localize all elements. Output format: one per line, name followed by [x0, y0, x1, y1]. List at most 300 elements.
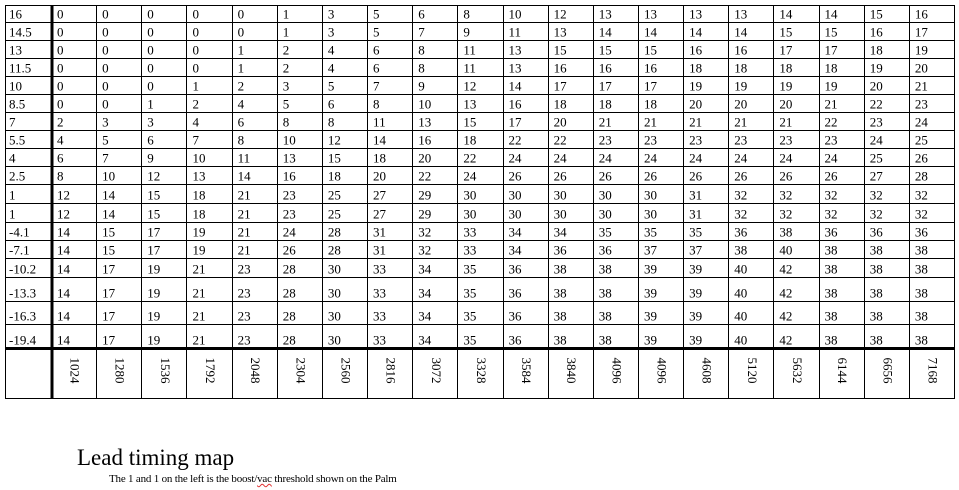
rpm-header: 6656 [880, 357, 896, 384]
timing-cell: 20 [734, 96, 748, 112]
timing-cell: 11 [463, 60, 476, 76]
timing-cell: 0 [57, 78, 64, 94]
timing-cell: 38 [914, 308, 928, 324]
timing-cell: 39 [643, 285, 657, 301]
timing-cell: 15 [102, 224, 116, 240]
timing-cell: 39 [689, 261, 703, 277]
timing-cell: 2 [192, 96, 199, 112]
timing-cell: 24 [779, 150, 793, 166]
timing-cell: 36 [508, 332, 522, 348]
timing-cell: 38 [598, 332, 612, 348]
timing-cell: 33 [463, 224, 477, 240]
timing-cell: 38 [869, 308, 883, 324]
timing-cell: 3 [282, 78, 290, 94]
timing-cell: 38 [869, 242, 883, 258]
timing-cell: 7 [418, 24, 425, 40]
timing-cell: 23 [598, 132, 612, 148]
timing-cell: 24 [553, 150, 567, 166]
rpm-header: 2816 [383, 357, 399, 384]
timing-cell: 30 [553, 187, 567, 203]
timing-cell: 26 [643, 168, 657, 184]
timing-cell: 0 [147, 24, 154, 40]
timing-cell: 38 [824, 261, 838, 277]
timing-cell: 22 [418, 168, 432, 184]
timing-cell: 2 [237, 78, 245, 94]
timing-cell: 38 [553, 332, 567, 348]
timing-cell: 35 [463, 332, 477, 348]
timing-cell: 15 [824, 24, 838, 40]
timing-cell: 28 [327, 242, 341, 258]
timing-cell: 0 [102, 24, 109, 40]
timing-cell: 13 [418, 114, 432, 130]
timing-cell: 13 [508, 42, 522, 58]
timing-cell: 38 [598, 285, 612, 301]
timing-cell: 21 [237, 242, 251, 258]
timing-cell: 4 [192, 114, 199, 130]
row-header-load: 16 [9, 6, 22, 22]
timing-cell: 12 [147, 168, 161, 184]
rpm-header: 4096 [654, 357, 670, 384]
rpm-header: 1024 [67, 357, 83, 384]
row-header-load: 1 [9, 187, 16, 203]
timing-cell: 42 [779, 261, 793, 277]
timing-cell: 38 [553, 285, 567, 301]
timing-cell: 17 [643, 78, 657, 94]
timing-cell: 13 [734, 6, 748, 22]
timing-cell: 38 [824, 242, 838, 258]
rpm-header: 3840 [564, 357, 580, 384]
timing-cell: 16 [869, 24, 883, 40]
timing-cell: 14 [689, 24, 703, 40]
rpm-header: 6144 [835, 357, 851, 384]
timing-cell: 28 [914, 168, 928, 184]
timing-cell: 14 [102, 206, 116, 222]
timing-cell: 25 [327, 187, 341, 203]
timing-cell: 34 [508, 224, 522, 240]
timing-cell: 30 [643, 206, 657, 222]
timing-cell: 4 [327, 42, 335, 58]
timing-cell: 30 [327, 332, 341, 348]
timing-cell: 21 [598, 114, 612, 130]
timing-cell: 26 [914, 150, 928, 166]
timing-cell: 19 [734, 78, 748, 94]
timing-cell: 4 [57, 132, 64, 148]
timing-cell: 13 [463, 96, 477, 112]
timing-cell: 18 [463, 132, 477, 148]
timing-cell: 15 [147, 187, 161, 203]
timing-cell: 5 [373, 6, 380, 22]
timing-cell: 36 [553, 242, 567, 258]
timing-cell: 6 [418, 6, 425, 22]
timing-cell: 0 [57, 96, 64, 112]
timing-cell: 17 [147, 242, 161, 258]
timing-cell: 13 [643, 6, 657, 22]
timing-cell: 33 [373, 332, 387, 348]
timing-cell: 0 [57, 24, 64, 40]
timing-cell: 9 [147, 150, 154, 166]
timing-cell: 40 [734, 261, 748, 277]
timing-cell: 13 [553, 24, 567, 40]
timing-cell: 20 [914, 60, 928, 76]
timing-cell: 24 [282, 224, 296, 240]
timing-cell: 19 [914, 42, 928, 58]
timing-cell: 1 [282, 24, 290, 40]
timing-cell: 1 [282, 6, 290, 22]
timing-cell: 24 [598, 150, 612, 166]
timing-cell: 39 [643, 261, 657, 277]
rpm-header: 2304 [293, 357, 309, 384]
timing-cell: 10 [192, 150, 206, 166]
timing-cell: 18 [869, 42, 883, 58]
timing-cell: 30 [463, 206, 477, 222]
timing-cell: 26 [689, 168, 703, 184]
timing-cell: 18 [689, 60, 703, 76]
timing-cell: 42 [779, 308, 793, 324]
timing-cell: 17 [102, 285, 116, 301]
timing-cell: 23 [914, 96, 928, 112]
timing-cell: 23 [643, 132, 657, 148]
rpm-header: 1792 [203, 357, 219, 384]
timing-cell: 23 [869, 114, 883, 130]
timing-cell: 39 [689, 332, 703, 348]
timing-cell: 36 [734, 224, 748, 240]
timing-cell: 11 [463, 42, 476, 58]
timing-cell: 22 [553, 132, 567, 148]
timing-cell: 38 [734, 242, 748, 258]
timing-cell: 38 [824, 308, 838, 324]
timing-cell: 23 [237, 332, 251, 348]
timing-cell: 32 [824, 187, 838, 203]
rpm-header: 4096 [609, 357, 625, 384]
rpm-header: 3072 [428, 357, 444, 384]
timing-cell: 22 [824, 114, 838, 130]
timing-cell: 39 [689, 285, 703, 301]
timing-cell: 26 [779, 168, 793, 184]
timing-cell: 31 [689, 187, 703, 203]
timing-cell: 30 [327, 308, 341, 324]
timing-cell: 23 [237, 308, 251, 324]
timing-cell: 28 [282, 261, 296, 277]
timing-cell: 19 [147, 332, 161, 348]
timing-cell: 8 [57, 168, 64, 184]
timing-cell: 24 [643, 150, 657, 166]
timing-cell: 16 [282, 168, 296, 184]
timing-cell: 14 [57, 261, 70, 277]
timing-cell: 33 [463, 242, 477, 258]
timing-cell: 25 [914, 132, 928, 148]
timing-cell: 17 [102, 261, 116, 277]
timing-cell: 0 [102, 60, 109, 76]
timing-cell: 14 [57, 308, 70, 324]
timing-cell: 21 [237, 224, 251, 240]
timing-cell: 39 [643, 308, 657, 324]
timing-cell: 37 [643, 242, 657, 258]
timing-cell: 38 [553, 261, 567, 277]
timing-cell: 19 [147, 285, 161, 301]
timing-cell: 32 [418, 242, 432, 258]
timing-cell: 34 [418, 285, 432, 301]
timing-cell: 19 [689, 78, 703, 94]
timing-cell: 38 [914, 332, 928, 348]
timing-cell: 38 [779, 224, 793, 240]
rpm-header: 5120 [744, 357, 760, 384]
timing-cell: 22 [463, 150, 477, 166]
timing-cell: 15 [553, 42, 567, 58]
timing-cell: 0 [237, 6, 245, 22]
timing-cell: 15 [643, 42, 657, 58]
timing-cell: 0 [237, 24, 245, 40]
lead-timing-table [5, 5, 955, 407]
timing-cell: 38 [869, 261, 883, 277]
timing-cell: 10 [102, 168, 116, 184]
timing-cell: 20 [418, 150, 432, 166]
timing-cell: 8 [237, 132, 245, 148]
timing-cell: 34 [508, 242, 522, 258]
timing-cell: 18 [327, 168, 341, 184]
timing-cell: 23 [734, 132, 748, 148]
timing-cell: 5 [327, 78, 335, 94]
timing-cell: 17 [508, 114, 522, 130]
timing-cell: 38 [824, 332, 838, 348]
timing-cell: 5 [282, 96, 290, 112]
timing-cell: 0 [192, 42, 199, 58]
timing-cell: 15 [102, 242, 116, 258]
timing-cell: 4 [327, 60, 335, 76]
row-header-load: -16.3 [9, 308, 37, 324]
timing-cell: 22 [869, 96, 883, 112]
timing-cell: 30 [598, 206, 612, 222]
timing-cell: 31 [373, 242, 387, 258]
row-header-load: 8.5 [9, 96, 26, 112]
note-prefix: The 1 and 1 on the left is the boost/ [109, 473, 258, 485]
timing-cell: 10 [282, 132, 296, 148]
timing-cell: 18 [192, 206, 206, 222]
rpm-header: 3328 [473, 357, 489, 384]
rpm-header: 5632 [789, 357, 805, 384]
timing-cell: 17 [553, 78, 567, 94]
timing-cell: 32 [779, 187, 793, 203]
timing-cell: 24 [914, 114, 928, 130]
timing-cell: 0 [147, 6, 154, 22]
timing-cell: 31 [689, 206, 703, 222]
timing-cell: 18 [824, 60, 838, 76]
timing-cell: 20 [553, 114, 567, 130]
rpm-header: 2560 [338, 357, 354, 384]
timing-cell: 14 [57, 242, 70, 258]
timing-cell: 21 [689, 114, 703, 130]
timing-cell: 16 [553, 60, 567, 76]
timing-cell: 0 [57, 60, 64, 76]
timing-cell: 6 [57, 150, 64, 166]
timing-cell: 19 [779, 78, 793, 94]
timing-cell: 19 [869, 60, 883, 76]
timing-cell: 21 [192, 308, 206, 324]
timing-cell: 3 [102, 114, 109, 130]
timing-cell: 18 [598, 96, 612, 112]
timing-cell: 36 [824, 224, 838, 240]
document-note [109, 472, 397, 486]
timing-cell: 8 [418, 60, 425, 76]
timing-cell: 26 [598, 168, 612, 184]
timing-cell: 2 [282, 42, 290, 58]
timing-cell: 6 [327, 96, 335, 112]
timing-cell: 29 [418, 187, 432, 203]
timing-cell: 0 [57, 6, 64, 22]
timing-cell: 32 [869, 206, 883, 222]
timing-cell: 21 [643, 114, 657, 130]
timing-cell: 32 [734, 187, 748, 203]
timing-cell: 24 [824, 150, 838, 166]
timing-cell: 18 [553, 96, 567, 112]
timing-cell: 1 [237, 60, 245, 76]
timing-cell: 26 [508, 168, 522, 184]
row-header-load: 2.5 [9, 168, 26, 184]
timing-cell: 38 [824, 285, 838, 301]
timing-cell: 14 [779, 6, 793, 22]
timing-cell: 28 [327, 224, 341, 240]
row-header-load: 5.5 [9, 132, 26, 148]
timing-cell: 16 [418, 132, 432, 148]
timing-cell: 38 [914, 261, 928, 277]
timing-cell: 36 [598, 242, 612, 258]
timing-cell: 40 [779, 242, 793, 258]
timing-cell: 5 [373, 24, 380, 40]
timing-cell: 16 [643, 60, 657, 76]
timing-cell: 26 [824, 168, 838, 184]
timing-cell: 15 [463, 114, 477, 130]
timing-cell: 0 [147, 78, 154, 94]
timing-cell: 30 [643, 187, 657, 203]
timing-cell: 23 [282, 206, 296, 222]
timing-cell: 19 [824, 78, 838, 94]
timing-cell: 40 [734, 285, 748, 301]
timing-cell: 3 [147, 114, 154, 130]
timing-cell: 30 [508, 206, 522, 222]
timing-cell: 34 [553, 224, 567, 240]
timing-cell: 23 [237, 285, 251, 301]
timing-cell: 28 [282, 332, 296, 348]
timing-cell: 1 [192, 78, 199, 94]
row-header-load: -10.2 [9, 261, 37, 277]
timing-cell: 26 [734, 168, 748, 184]
timing-cell: 25 [327, 206, 341, 222]
timing-cell: 13 [598, 6, 612, 22]
timing-cell: 30 [327, 285, 341, 301]
timing-cell: 21 [237, 187, 251, 203]
timing-cell: 1 [237, 42, 245, 58]
timing-cell: 15 [327, 150, 341, 166]
row-header-load: 13 [9, 42, 22, 58]
timing-cell: 38 [598, 308, 612, 324]
timing-cell: 10 [418, 96, 432, 112]
timing-cell: 38 [869, 332, 883, 348]
timing-cell: 0 [192, 60, 199, 76]
timing-cell: 0 [102, 42, 109, 58]
timing-cell: 40 [734, 308, 748, 324]
timing-cell: 32 [914, 206, 928, 222]
timing-cell: 14 [643, 24, 657, 40]
timing-cell: 18 [779, 60, 793, 76]
timing-cell: 14 [102, 187, 116, 203]
timing-cell: 30 [553, 206, 567, 222]
timing-cell: 18 [643, 96, 657, 112]
timing-cell: 36 [508, 308, 522, 324]
timing-cell: 21 [779, 114, 793, 130]
timing-cell: 27 [373, 206, 387, 222]
timing-cell: 8 [418, 42, 425, 58]
timing-cell: 20 [689, 96, 703, 112]
timing-cell: 3 [327, 24, 335, 40]
timing-cell: 35 [463, 308, 477, 324]
timing-cell: 0 [192, 6, 199, 22]
timing-cell: 14 [508, 78, 522, 94]
timing-cell: 35 [643, 224, 657, 240]
timing-cell: 16 [914, 6, 928, 22]
timing-cell: 6 [237, 114, 245, 130]
timing-cell: 23 [779, 132, 793, 148]
timing-cell: 2 [57, 114, 64, 130]
timing-cell: 32 [418, 224, 432, 240]
timing-cell: 11 [373, 114, 386, 130]
timing-cell: 0 [102, 96, 109, 112]
timing-cell: 38 [914, 242, 928, 258]
note-suffix: threshold shown on the Palm [271, 473, 397, 485]
timing-cell: 18 [192, 187, 206, 203]
timing-cell: 15 [779, 24, 793, 40]
timing-cell: 24 [689, 150, 703, 166]
timing-cell: 12 [327, 132, 341, 148]
timing-cell: 14 [57, 332, 70, 348]
timing-cell: 14 [373, 132, 387, 148]
rpm-header: 4608 [699, 357, 715, 384]
timing-cell: 16 [508, 96, 522, 112]
timing-cell: 30 [508, 187, 522, 203]
timing-cell: 38 [869, 285, 883, 301]
timing-cell: 0 [102, 6, 109, 22]
row-header-load: 1 [9, 206, 16, 222]
timing-cell: 32 [824, 206, 838, 222]
timing-cell: 26 [553, 168, 567, 184]
timing-cell: 14 [824, 6, 838, 22]
timing-cell: 32 [734, 206, 748, 222]
row-header-load: -19.4 [9, 332, 37, 348]
timing-cell: 10 [508, 6, 522, 22]
timing-cell: 23 [824, 132, 838, 148]
timing-cell: 42 [779, 285, 793, 301]
timing-cell: 23 [282, 187, 296, 203]
note-flagged-word: vac [257, 473, 272, 485]
timing-cell: 28 [282, 308, 296, 324]
timing-cell: 26 [282, 242, 296, 258]
timing-cell: 23 [689, 132, 703, 148]
timing-cell: 35 [598, 224, 612, 240]
timing-cell: 0 [147, 60, 154, 76]
timing-cell: 21 [192, 285, 206, 301]
timing-cell: 42 [779, 332, 793, 348]
row-header-load: -4.1 [9, 224, 30, 240]
timing-cell: 33 [373, 308, 387, 324]
timing-cell: 32 [869, 187, 883, 203]
timing-cell: 14 [237, 168, 251, 184]
timing-cell: 36 [914, 224, 928, 240]
timing-cell: 35 [463, 285, 477, 301]
timing-cell: 14 [734, 24, 748, 40]
timing-cell: 39 [643, 332, 657, 348]
timing-cell: 19 [147, 308, 161, 324]
timing-cell: 27 [373, 187, 387, 203]
timing-cell: 25 [869, 150, 883, 166]
timing-cell: 24 [508, 150, 522, 166]
